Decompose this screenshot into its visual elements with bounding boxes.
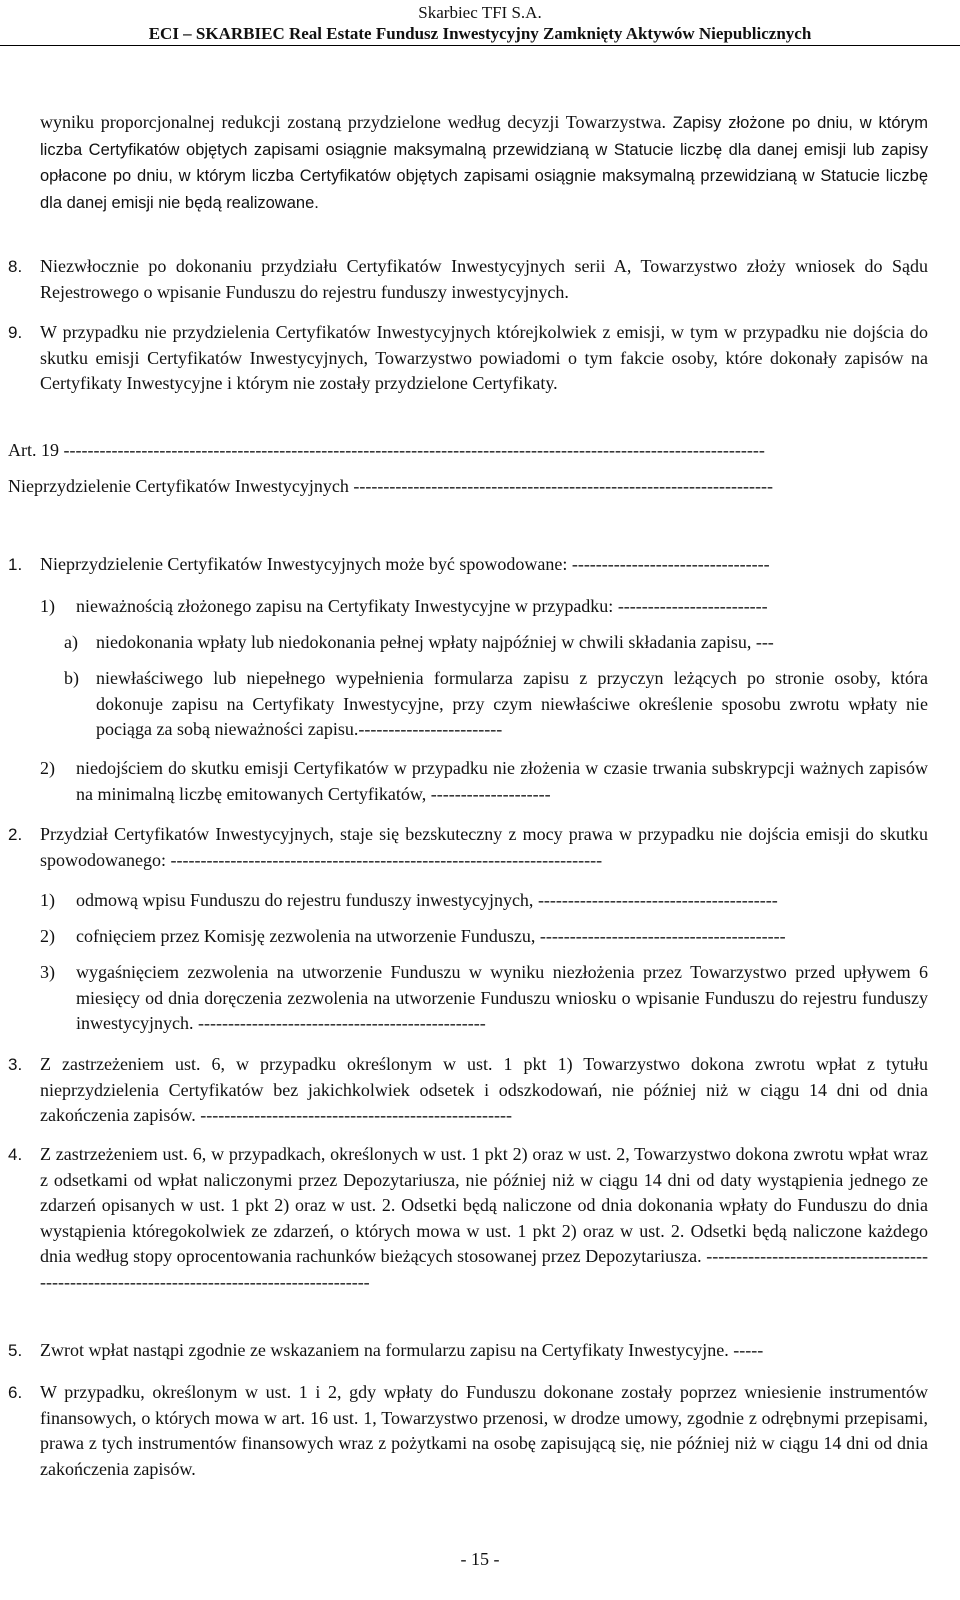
p1-sub1-b-text: niewłaściwego lub niepełnego wypełnienia formularza zapisu z przyczyn leżących po stronie osoby, która dokonuje zapisu na Certyfikaty Inwestycyjne, przy czym niewłaściwe określenie sposobu zwrotu wpłaty nie pociąga za sobą nieważności zapisu.------------------------: [96, 668, 928, 739]
p1-sub1-dashes: -------------------------: [617, 596, 768, 616]
p1-sub2-text: niedojściem do skutku emisji Certyfikatów w przypadku nie złożenia w czasie trwania subskrypcji ważnych zapisów na minimalną liczbę emitowanych Certyfikatów, --------------------: [76, 758, 928, 804]
p1-sub1-a-letter: a): [64, 632, 78, 652]
paragraph-2-text: Przydział Certyfikatów Inwestycyjnych, staje się bezskuteczny z mocy prawa w przypadku nie dojścia emisji do skutku spowodowanego: ------------------------------------------------------------------------: [40, 824, 928, 870]
paragraph-2-number: 2.: [8, 825, 23, 844]
article-dashes: ---------------------------------------------------------------------------------------------------------------------: [63, 440, 765, 460]
page-header: [0, 0, 960, 45]
p1-sub1-b-letter: b): [64, 668, 79, 688]
p2-sub2-number: 2): [40, 926, 55, 946]
item-8-number: 8.: [8, 257, 23, 276]
item-9-text: W przypadku nie przydzielenia Certyfikatów Inwestycyjnych którejkolwiek z emisji, w tym w przypadku nie dojścia do skutku emisji Certyfikatów Inwestycyjnych, Towarzystwo powiadomi o tym fakcie osoby, które dokonały zapisów na Certyfikaty Inwestycyjne i którym nie zostały przydzielone Certyfikaty.: [40, 322, 928, 393]
p1-sub1-a-text: niedokonania wpłaty lub niedokonania pełnej wpłaty najpóźniej w chwili składania zapisu, ---: [96, 632, 774, 652]
p2-sub3-number: 3): [40, 962, 55, 982]
item-9-number: 9.: [8, 323, 23, 342]
paragraph-3-number: 3.: [8, 1055, 23, 1074]
p2-sub1-dashes: ----------------------------------------: [537, 890, 778, 910]
p1-sub1-body: nieważnością złożonego zapisu na Certyfikaty Inwestycyjne w przypadku:: [76, 596, 614, 616]
p2-sub1-body: odmową wpisu Funduszu do rejestru funduszy inwestycyjnych,: [76, 890, 534, 910]
paragraph-5-number: 5.: [8, 1341, 23, 1360]
continuation-sans-text: Zapisy złożone po dniu, w którym liczba Certyfikatów objętych zapisami osiągnie maksymalną przewidzianą w Statucie liczbę dla danej emisji lub zapisy opłacone po dniu, w którym liczba Certyfikatów objętych zapisami osiągnie maksymalną przewidzianą w Statucie liczbę dla danej emisji nie będą realizowane.: [40, 114, 928, 212]
continuation-paragraph: [40, 110, 928, 216]
header-fund-name: ECI – SKARBIEC Real Estate Fundusz Inwestycyjny Zamknięty Aktywów Niepublicznych: [148, 24, 812, 43]
p2-sub2-body: cofnięciem przez Komisję zezwolenia na utworzenie Funduszu,: [76, 926, 536, 946]
paragraph-1-body: Nieprzydzielenie Certyfikatów Inwestycyjnych może być spowodowane:: [40, 554, 568, 574]
item-8-text: Niezwłocznie po dokonaniu przydziału Certyfikatów Inwestycyjnych serii A, Towarzystwo złoży wniosek do Sądu Rejestrowego o wpisanie Funduszu do rejestru funduszy inwestycyjnych.: [40, 256, 928, 302]
p2-sub2-dashes: -----------------------------------------: [539, 926, 786, 946]
p1-sub1-text: [76, 594, 940, 620]
page-number: - 15 -: [460, 1549, 500, 1569]
p1-sub1-number: 1): [40, 596, 55, 616]
continuation-serif-text: wyniku proporcjonalnej redukcji zostaną przydzielone według decyzji Towarzystwa.: [40, 112, 666, 132]
article-title-dashes: ----------------------------------------------------------------------: [353, 476, 773, 496]
article-title-text: Nieprzydzielenie Certyfikatów Inwestycyjnych: [8, 476, 349, 496]
paragraph-1-dashes: ---------------------------------: [571, 554, 770, 574]
p2-sub1-text: [76, 888, 940, 914]
article-number: [8, 438, 940, 464]
p1-sub2-number: 2): [40, 758, 55, 778]
paragraph-3-text: Z zastrzeżeniem ust. 6, w przypadku określonym w ust. 1 pkt 1) Towarzystwo dokona zwrotu wpłat z tytułu nieprzydzielenia Certyfikatów bez jakichkolwiek odsetek i odszkodowań, nie później niż w ciągu 14 dni od dnia zakończenia zapisów. ----------------------------------------------------: [40, 1054, 928, 1125]
header-company: Skarbiec TFI S.A.: [418, 3, 542, 22]
paragraph-6-text: W przypadku, określonym w ust. 1 i 2, gdy wpłaty do Funduszu dokonane zostały poprzez wniesienie instrumentów finansowych, o których mowa w art. 16 ust. 1, Towarzystwo przenosi, w drodze umowy, zgodnie z odrębnymi przepisami, prawa z tych instrumentów finansowych wraz z pożytkami na osobę zapisującą się, nie później niż w ciągu 14 dni od dnia zakończenia zapisów.: [40, 1382, 928, 1479]
p2-sub1-number: 1): [40, 890, 55, 910]
article-title: [8, 474, 940, 500]
p2-sub2-text: [76, 924, 940, 950]
paragraph-5-text: Zwrot wpłat nastąpi zgodnie ze wskazaniem na formularzu zapisu na Certyfikaty Inwestycyjne. -----: [40, 1340, 764, 1360]
paragraph-1-text: [40, 552, 940, 578]
paragraph-1-number: 1.: [8, 555, 23, 574]
article-label: Art. 19: [8, 440, 59, 460]
header-rule: [0, 45, 960, 46]
paragraph-4-text: Z zastrzeżeniem ust. 6, w przypadkach, określonych w ust. 1 pkt 2) oraz w ust. 2, Towarzystwo dokona zwrotu wpłat wraz z odsetkami od wpłat naliczonymi przez Depozytariusza, nie później niż w ciągu 14 dni od daty wystąpienia jednego ze zdarzeń opisanych w ust. 1 pkt 2) oraz w ust. 2. Odsetki będą naliczone od dnia dokonania wpłaty do Funduszu do dnia wystąpienia któregokolwiek ze zdarzeń, o których mowa w ust. 1 pkt 2) oraz w ust. 2. Odsetki będą naliczone każdego dnia według stopy oprocentowania rachunków bieżących stosowanej przez Depozytariusza. --------------------------------------------------------------------------------------------: [40, 1144, 928, 1292]
p2-sub3-text: wygaśnięciem zezwolenia na utworzenie Funduszu w wyniku niezłożenia przez Towarzystwo przed upływem 6 miesięcy od dnia doręczenia zezwolenia na utworzenie Funduszu wniosku o wpisanie Funduszu do rejestru funduszy inwestycyjnych. ------------------------------------------------: [76, 962, 928, 1033]
paragraph-6-number: 6.: [8, 1383, 23, 1402]
paragraph-4-number: 4.: [8, 1145, 23, 1164]
